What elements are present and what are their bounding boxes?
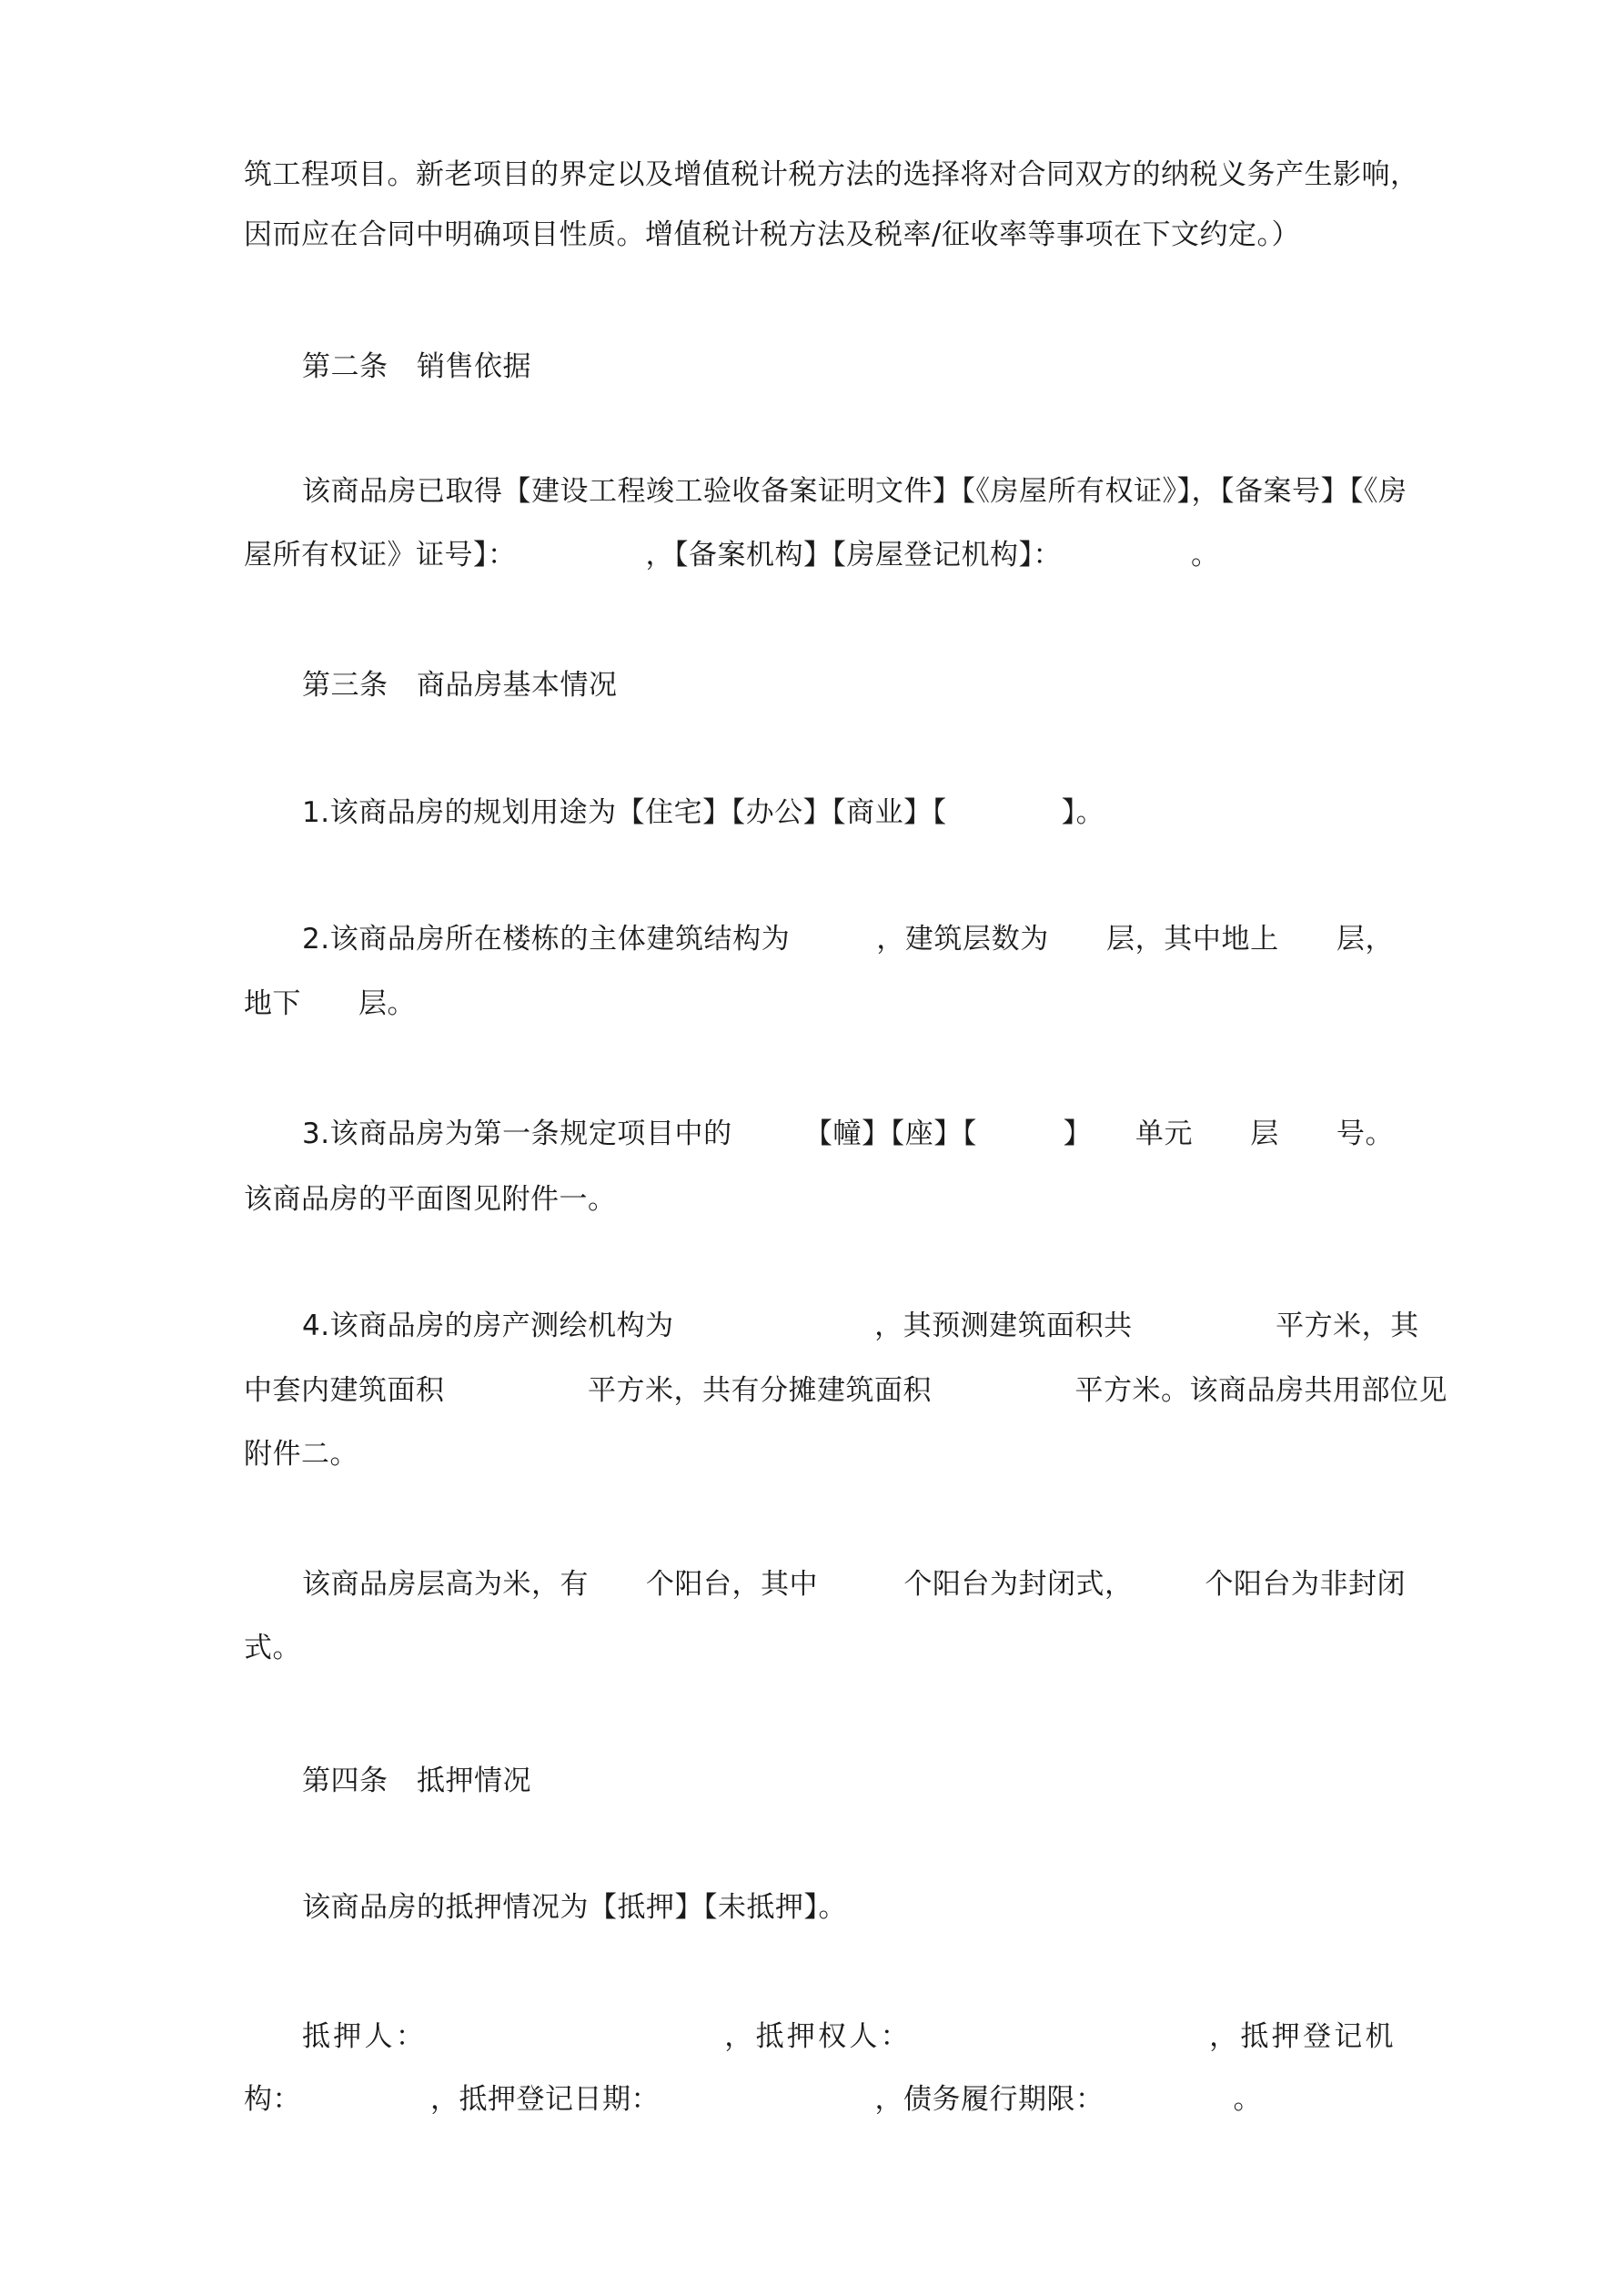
article-4-status: 该商品房的抵押情况为【抵押】【未抵押】。 [302, 1891, 847, 1924]
article-3-item-1: 1.该商品房的规划用途为【住宅】【办公】【商业】【 】。 [302, 796, 1105, 829]
article-3-item-4-line-3: 附件二。 [244, 1438, 358, 1471]
article-4-detail-line-2: 构： ，抵押登记日期： ，债务履行期限： 。 [244, 2083, 1262, 2116]
article-2-paragraph-line-1: 该商品房已取得【建设工程竣工验收备案证明文件】【《房屋所有权证》】，【备案号】【《房 [302, 475, 1407, 508]
article-3-balcony-line-1: 该商品房层高为米，有 个阳台，其中 个阳台为封闭式， 个阳台为非封闭 [302, 1568, 1406, 1601]
article-3-item-4-line-1: 4.该商品房的房产测绘机构为 ，其预测建筑面积共 平方米，其 [302, 1310, 1419, 1342]
article-3-item-3-line-2: 该商品房的平面图见附件一。 [244, 1183, 617, 1216]
article-4-heading: 第四条 抵押情况 [302, 1765, 531, 1797]
article-2-heading: 第二条 销售依据 [302, 350, 531, 383]
article-3-balcony-line-2: 式。 [244, 1632, 301, 1664]
article-4-detail-line-1: 抵押人： ，抵押权人： ，抵押登记机 [302, 2020, 1394, 2053]
article-2-paragraph-line-2: 屋所有权证》证号】： ，【备案机构】【房屋登记机构】： 。 [244, 539, 1220, 571]
article-3-item-2-line-1: 2.该商品房所在楼栋的主体建筑结构为 ，建筑层数为 层，其中地上 层， [302, 923, 1394, 956]
article-3-item-4-line-2: 中套内建筑面积 平方米，共有分摊建筑面积 平方米。该商品房共用部位见 [244, 1374, 1447, 1407]
article-3-item-2-line-2: 地下 层。 [244, 987, 416, 1020]
article-3-heading: 第三条 商品房基本情况 [302, 669, 618, 702]
intro-note-line-2: 因而应在合同中明确项目性质。增值税计税方法及税率/征收率等事项在下文约定。） [244, 218, 1300, 251]
intro-note-line-1: 筑工程项目。新老项目的界定以及增值税计税方法的选择将对合同双方的纳税义务产生影响， [244, 158, 1419, 191]
article-3-item-3-line-1: 3.该商品房为第一条规定项目中的 【幢】【座】【 】 单元 层 号。 [302, 1118, 1394, 1150]
